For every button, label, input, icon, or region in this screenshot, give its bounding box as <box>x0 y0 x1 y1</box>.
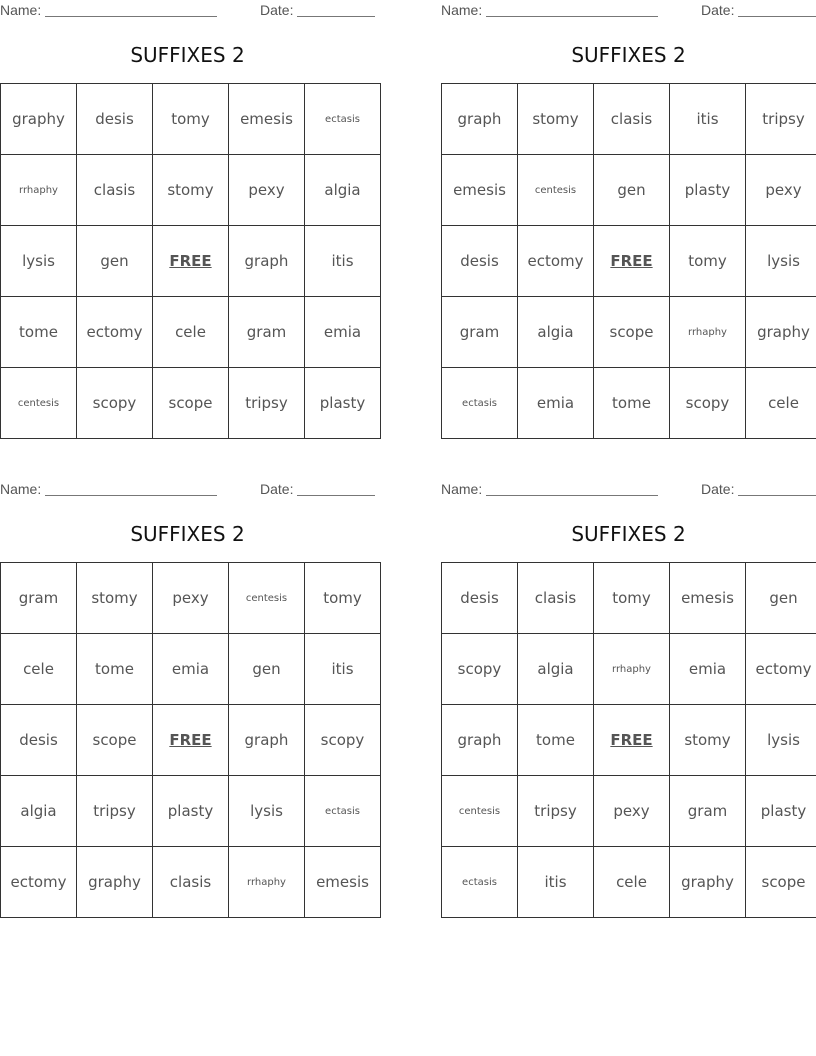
bingo-cell: desis <box>77 84 153 155</box>
bingo-row <box>442 705 816 776</box>
bingo-cell: tomy <box>153 84 229 155</box>
bingo-card <box>0 479 375 914</box>
bingo-cell: emia <box>518 368 594 439</box>
bingo-cell: tome <box>594 368 670 439</box>
card-header <box>0 2 375 20</box>
bingo-row <box>442 368 816 439</box>
bingo-cell: ectasis <box>442 847 518 918</box>
bingo-card <box>0 0 375 435</box>
bingo-cell: scopy <box>305 705 381 776</box>
free-space: FREE <box>594 226 670 297</box>
bingo-row <box>1 226 381 297</box>
bingo-cell: cele <box>153 297 229 368</box>
bingo-cell: graph <box>229 226 305 297</box>
bingo-row <box>1 705 381 776</box>
bingo-row <box>442 226 816 297</box>
bingo-cell: desis <box>442 563 518 634</box>
name-label: Name: <box>441 481 483 497</box>
bingo-cell: graphy <box>77 847 153 918</box>
bingo-cell: lysis <box>229 776 305 847</box>
bingo-cell: rrhaphy <box>229 847 305 918</box>
bingo-cell: ectomy <box>1 847 77 918</box>
bingo-cell: pexy <box>746 155 816 226</box>
bingo-cell: ectomy <box>77 297 153 368</box>
bingo-row <box>442 84 816 155</box>
bingo-cell: algia <box>518 297 594 368</box>
bingo-row <box>442 847 816 918</box>
bingo-cell: tome <box>77 634 153 705</box>
bingo-row <box>442 297 816 368</box>
bingo-cell: plasty <box>746 776 816 847</box>
card-header <box>441 481 816 499</box>
bingo-cell: tripsy <box>77 776 153 847</box>
bingo-row <box>1 634 381 705</box>
bingo-cell: emia <box>670 634 746 705</box>
name-label: Name: <box>0 2 42 18</box>
date-blank-line <box>738 16 816 17</box>
bingo-cell: scopy <box>442 634 518 705</box>
bingo-cell: emesis <box>442 155 518 226</box>
card-title: SUFFIXES 2 <box>130 522 245 546</box>
bingo-cell: desis <box>442 226 518 297</box>
bingo-cell: emia <box>305 297 381 368</box>
bingo-cell: stomy <box>77 563 153 634</box>
bingo-row <box>442 776 816 847</box>
bingo-cell: algia <box>1 776 77 847</box>
bingo-row <box>1 155 381 226</box>
bingo-cell: graph <box>229 705 305 776</box>
bingo-cell: scope <box>77 705 153 776</box>
bingo-cell: rrhaphy <box>670 297 746 368</box>
bingo-cell: tomy <box>305 563 381 634</box>
name-label: Name: <box>0 481 42 497</box>
bingo-grid <box>441 562 816 918</box>
name-blank-line <box>486 495 658 496</box>
card-header <box>0 481 375 499</box>
bingo-cell: graphy <box>746 297 816 368</box>
bingo-cell: ectomy <box>518 226 594 297</box>
bingo-cell: scope <box>153 368 229 439</box>
date-label: Date: <box>260 481 294 497</box>
name-blank-line <box>486 16 658 17</box>
bingo-cell: emesis <box>670 563 746 634</box>
bingo-cell: lysis <box>746 226 816 297</box>
name-blank-line <box>45 16 217 17</box>
bingo-cell: scopy <box>77 368 153 439</box>
bingo-cell: clasis <box>594 84 670 155</box>
bingo-cell: pexy <box>594 776 670 847</box>
bingo-grid <box>0 83 381 439</box>
bingo-cell: graphy <box>1 84 77 155</box>
name-blank-line <box>45 495 217 496</box>
bingo-cell: cele <box>746 368 816 439</box>
bingo-cell: plasty <box>670 155 746 226</box>
bingo-cell: pexy <box>153 563 229 634</box>
bingo-cell: scope <box>746 847 816 918</box>
date-label: Date: <box>701 481 735 497</box>
bingo-cell: clasis <box>518 563 594 634</box>
bingo-cell: gen <box>229 634 305 705</box>
bingo-cell: rrhaphy <box>594 634 670 705</box>
bingo-cell: algia <box>518 634 594 705</box>
bingo-cell: emesis <box>305 847 381 918</box>
date-label: Date: <box>701 2 735 18</box>
bingo-cell: gen <box>746 563 816 634</box>
card-title: SUFFIXES 2 <box>130 43 245 67</box>
date-label: Date: <box>260 2 294 18</box>
bingo-cell: stomy <box>153 155 229 226</box>
bingo-row <box>1 563 381 634</box>
bingo-cell: tome <box>518 705 594 776</box>
bingo-cell: gram <box>670 776 746 847</box>
bingo-cell: gram <box>442 297 518 368</box>
card-title: SUFFIXES 2 <box>571 522 686 546</box>
bingo-cell: emia <box>153 634 229 705</box>
bingo-cell: cele <box>594 847 670 918</box>
bingo-cell: lysis <box>746 705 816 776</box>
bingo-cell: centesis <box>442 776 518 847</box>
bingo-cell: centesis <box>1 368 77 439</box>
bingo-grid <box>0 562 381 918</box>
bingo-cell: scopy <box>670 368 746 439</box>
bingo-cell: tripsy <box>746 84 816 155</box>
bingo-row <box>1 84 381 155</box>
bingo-cell: plasty <box>305 368 381 439</box>
bingo-cell: tome <box>1 297 77 368</box>
free-space: FREE <box>153 226 229 297</box>
bingo-cell: centesis <box>229 563 305 634</box>
bingo-cell: ectasis <box>442 368 518 439</box>
bingo-cell: graphy <box>670 847 746 918</box>
bingo-cell: itis <box>305 634 381 705</box>
bingo-cell: desis <box>1 705 77 776</box>
bingo-cell: algia <box>305 155 381 226</box>
bingo-cell: rrhaphy <box>1 155 77 226</box>
bingo-row <box>1 368 381 439</box>
bingo-row <box>1 847 381 918</box>
bingo-cell: stomy <box>670 705 746 776</box>
bingo-cell: itis <box>305 226 381 297</box>
bingo-cell: emesis <box>229 84 305 155</box>
bingo-cell: gram <box>229 297 305 368</box>
bingo-cell: tripsy <box>229 368 305 439</box>
bingo-cell: centesis <box>518 155 594 226</box>
bingo-cell: ectasis <box>305 776 381 847</box>
bingo-card <box>441 0 816 435</box>
name-label: Name: <box>441 2 483 18</box>
bingo-row <box>1 297 381 368</box>
card-title: SUFFIXES 2 <box>571 43 686 67</box>
bingo-row <box>442 155 816 226</box>
bingo-row <box>442 634 816 705</box>
bingo-cell: plasty <box>153 776 229 847</box>
date-blank-line <box>738 495 816 496</box>
bingo-cell: ectomy <box>746 634 816 705</box>
bingo-cell: clasis <box>77 155 153 226</box>
bingo-cell: cele <box>1 634 77 705</box>
bingo-cell: gram <box>1 563 77 634</box>
free-space: FREE <box>153 705 229 776</box>
bingo-cell: lysis <box>1 226 77 297</box>
bingo-cell: tomy <box>594 563 670 634</box>
bingo-cell: ectasis <box>305 84 381 155</box>
date-blank-line <box>297 495 375 496</box>
bingo-cell: itis <box>670 84 746 155</box>
bingo-row <box>442 563 816 634</box>
bingo-cell: clasis <box>153 847 229 918</box>
bingo-cell: tripsy <box>518 776 594 847</box>
bingo-grid <box>441 83 816 439</box>
bingo-cell: itis <box>518 847 594 918</box>
bingo-cell: graph <box>442 84 518 155</box>
bingo-card <box>441 479 816 914</box>
bingo-cell: gen <box>594 155 670 226</box>
bingo-row <box>1 776 381 847</box>
free-space: FREE <box>594 705 670 776</box>
bingo-cell: tomy <box>670 226 746 297</box>
bingo-cell: graph <box>442 705 518 776</box>
bingo-cell: pexy <box>229 155 305 226</box>
bingo-cell: gen <box>77 226 153 297</box>
bingo-cell: scope <box>594 297 670 368</box>
bingo-cell: stomy <box>518 84 594 155</box>
date-blank-line <box>297 16 375 17</box>
card-header <box>441 2 816 20</box>
